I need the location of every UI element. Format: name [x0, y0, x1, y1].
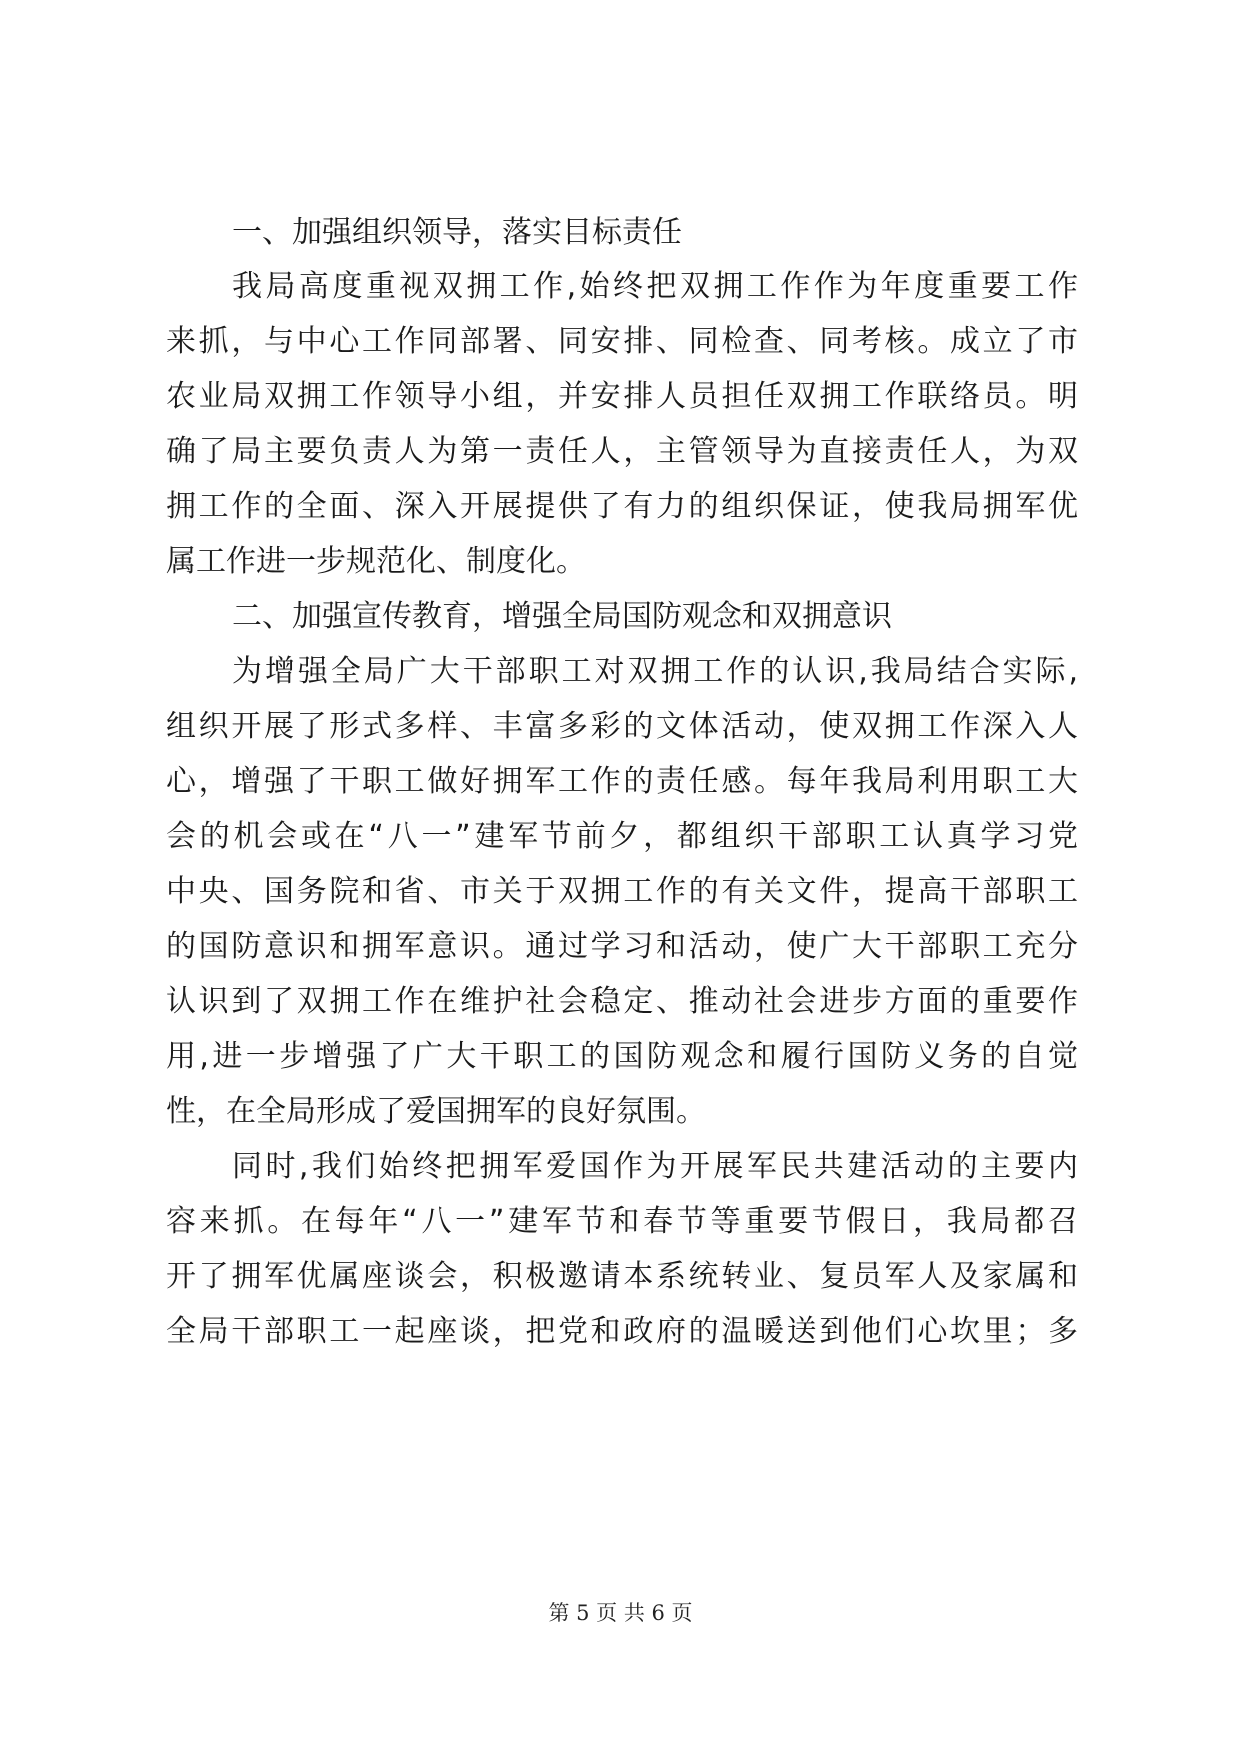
paragraph-line: 开了拥军优属座谈会，积极邀请本系统转业、复员军人及家属和: [166, 1259, 1078, 1294]
paragraph-line: 的国防意识和拥军意识。通过学习和活动，使广大干部职工充分: [166, 929, 1078, 964]
paragraph-line: 确了局主要负责人为第一责任人，主管领导为直接责任人，为双: [166, 434, 1078, 469]
page-number-footer: 第 5 页 共 6 页: [548, 1601, 693, 1625]
paragraph-line: 来抓，与中心工作同部署、同安排、同检查、同考核。成立了市: [166, 324, 1078, 359]
section-heading-2: 二、加强宣传教育，增强全局国防观念和双拥意识: [232, 599, 892, 634]
paragraph-line: 容来抓。在每年“八一”建军节和春节等重要节假日，我局都召: [166, 1204, 1078, 1239]
section-heading-1: 一、加强组织领导，落实目标责任: [232, 215, 682, 250]
paragraph-line: 同时,我们始终把拥军爱国作为开展军民共建活动的主要内: [232, 1149, 1078, 1184]
paragraph-line: 心，增强了干职工做好拥军工作的责任感。每年我局利用职工大: [166, 764, 1078, 799]
paragraph-line: 认识到了双拥工作在维护社会稳定、推动社会进步方面的重要作: [166, 984, 1078, 1019]
paragraph-line: 为增强全局广大干部职工对双拥工作的认识,我局结合实际,: [232, 654, 1078, 689]
paragraph-line: 我局高度重视双拥工作,始终把双拥工作作为年度重要工作: [232, 269, 1078, 304]
paragraph-line: 性，在全局形成了爱国拥军的良好氛围。: [166, 1094, 706, 1129]
paragraph-line: 属工作进一步规范化、制度化。: [166, 544, 586, 579]
paragraph-line: 中央、国务院和省、市关于双拥工作的有关文件，提高干部职工: [166, 874, 1078, 909]
paragraph-line: 用,进一步增强了广大干职工的国防观念和履行国防义务的自觉: [166, 1039, 1078, 1074]
paragraph-line: 全局干部职工一起座谈，把党和政府的温暖送到他们心坎里；多: [166, 1314, 1078, 1349]
paragraph-line: 拥工作的全面、深入开展提供了有力的组织保证，使我局拥军优: [166, 489, 1078, 524]
paragraph-line: 农业局双拥工作领导小组，并安排人员担任双拥工作联络员。明: [166, 379, 1078, 414]
paragraph-line: 组织开展了形式多样、丰富多彩的文体活动，使双拥工作深入人: [166, 709, 1078, 744]
paragraph-line: 会的机会或在“八一”建军节前夕，都组织干部职工认真学习党: [166, 819, 1078, 854]
